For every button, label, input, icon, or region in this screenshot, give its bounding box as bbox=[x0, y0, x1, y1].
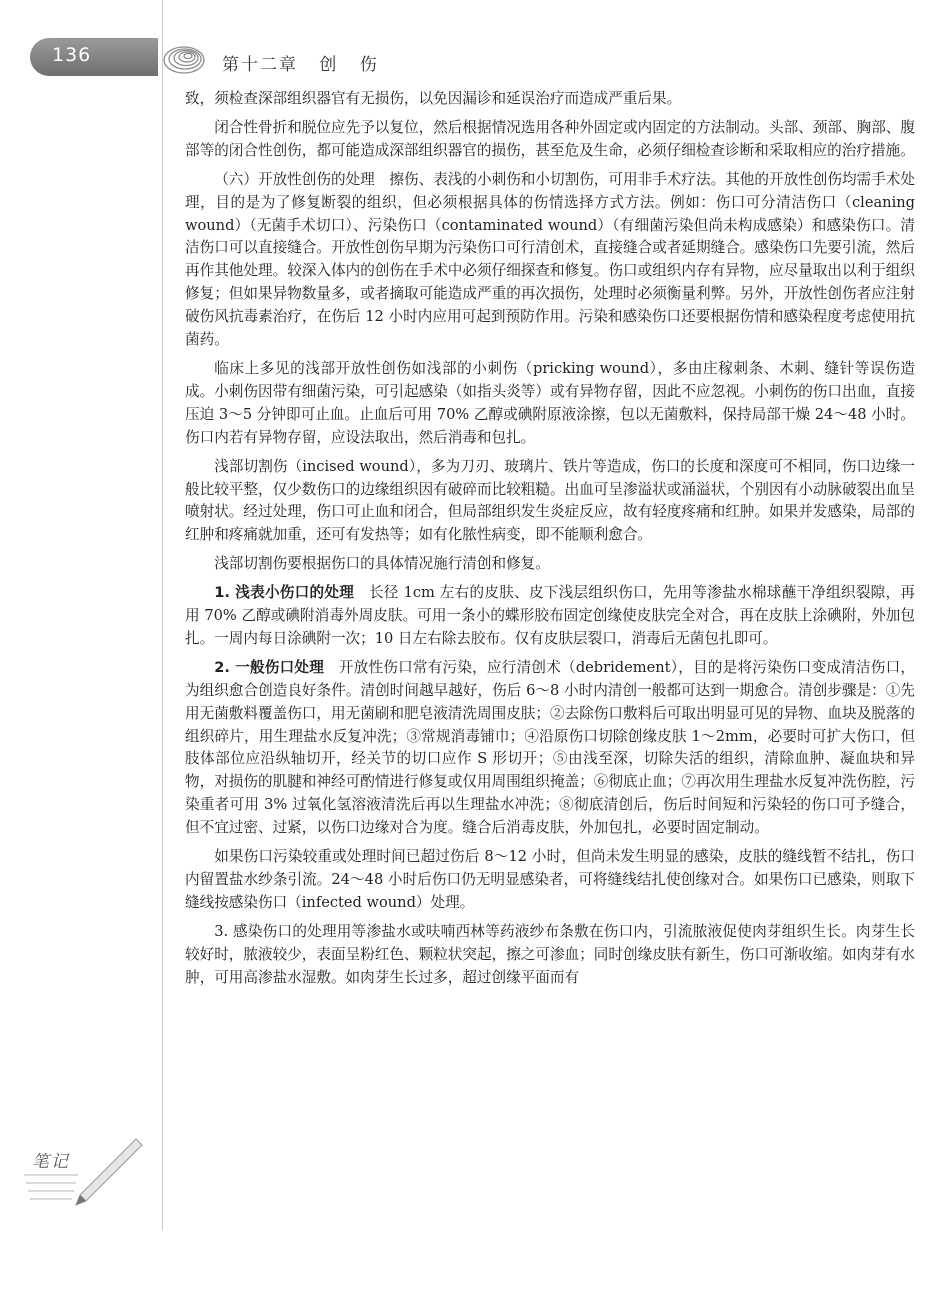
page-number-badge bbox=[30, 38, 158, 76]
paragraph-text: 擦伤、表浅的小刺伤和小切割伤，可用非手术疗法。其他的开放性创伤均需手术处理，目的是为了修复断裂的组织，但必须根据具体的伤情选择方式方法。例如：伤口可分清洁伤口（cleaning wound）（无菌手术切口）、污染伤口（contaminated wound）（有细菌污染但尚未构成感染）和感染伤口。清洁伤口可以直接缝合。开放性创伤早期为污染伤口可行清创术，直接缝合或者延期缝合。感染伤口先要引流，然后再作其他处理。较深入体内的创伤在手术中必须仔细探查和修复。伤口或组织内存有异物，应尽量取出以利于组织修复；但如果异物数量多，或者摘取可能造成严重的再次损伤，处理时必须衡量利弊。另外，开放性创伤者应注射破伤风抗毒素治疗，在伤后 12 小时内应用可起到预防作用。污染和感染伤口还要根据伤情和感染程度考虑使用抗菌药。 bbox=[185, 170, 915, 349]
swirl-decoration-icon bbox=[160, 30, 214, 84]
paragraph: 浅部切割伤要根据伤口的具体情况施行清创和修复。 bbox=[214, 555, 550, 573]
page-number: 136 bbox=[52, 44, 92, 66]
notes-label: 笔记 bbox=[32, 1152, 70, 1172]
paragraph: 如果伤口污染较重或处理时间已超过伤后 8～12 小时，但尚未发生明显的感染，皮肤的缝线暂不结扎，伤口内留置盐水纱条引流。24～48 小时后伤口仍无明显感染者，可将缝线结扎使创缘对合。如果伤口已感染，则取下缝线按感染伤口（infected wound）处理。 bbox=[185, 848, 915, 911]
subsection-heading: 2. 一般伤口处理 bbox=[214, 658, 325, 676]
paragraph: 致，须检查深部组织器官有无损伤，以免因漏诊和延误治疗而造成严重后果。 bbox=[185, 90, 682, 107]
paragraph bbox=[185, 582, 915, 651]
paragraph: 3. 感染伤口的处理用等渗盐水或呋喃西林等药液纱布条敷在伤口内，引流脓液促使肉芽组织生长。肉芽生长较好时，脓液较少，表面呈粉红色、颗粒状突起，擦之可渗血；同时创缘皮肤有新生，伤口可渐收缩。如肉芽有水肿，可用高渗盐水湿敷。如肉芽生长过多，超过创缘平面而有 bbox=[185, 922, 915, 986]
paragraph bbox=[185, 169, 915, 352]
paragraph: 闭合性骨折和脱位应先予以复位，然后根据情况选用各种外固定或内固定的方法制动。头部、颈部、胸部、腹部等的闭合性创伤，都可能造成深部组织器官的损伤，甚至危及生命，必须仔细检查诊断和采取相应的治疗措施。 bbox=[185, 118, 915, 159]
margin-divider bbox=[162, 0, 163, 1230]
body-text bbox=[185, 88, 915, 996]
paragraph-text: 长径 1cm 左右的皮肤、皮下浅层组织伤口，先用等渗盐水棉球蘸干净组织裂隙，再用 70% 乙醇或碘附消毒外周皮肤。可用一条小的蝶形胶布固定创缘使皮肤完全对合，再在皮肤上涂碘附，外加包扎。一周内每日涂碘附一次；10 日左右除去胶布。仅有皮肤层裂口，消毒后无菌包扎即可。 bbox=[185, 584, 915, 647]
section-heading: （六）开放性创伤的处理 bbox=[214, 170, 375, 188]
chapter-title: 第十二章 创 伤 bbox=[222, 55, 379, 75]
subsection-heading: 1. 浅表小伤口的处理 bbox=[214, 584, 355, 602]
paragraph bbox=[185, 657, 915, 840]
paragraph: 浅部切割伤（incised wound），多为刀刃、玻璃片、铁片等造成，伤口的长度和深度可不相同，伤口边缘一般比较平整，仅少数伤口的边缘组织因有破碎而比较粗糙。出血可呈渗溢状或涌溢状，个别因有小动脉破裂出血呈喷射状。经过处理，伤口可止血和闭合，但局部组织发生炎症反应，故有轻度疼痛和红肿。如果并发感染，局部的红肿和疼痛就加重，还可有发热等；如有化脓性病变，即不能顺利愈合。 bbox=[185, 457, 915, 544]
paragraph-text: 开放性伤口常有污染，应行清创术（debridement），目的是将污染伤口变成清洁伤口，为组织愈合创造良好条件。清创时间越早越好，伤后 6～8 小时内清创一般都可达到一期愈合。清创步骤是：①先用无菌敷料覆盖伤口，用无菌刷和肥皂液清洗周围皮肤；②去除伤口敷料后可取出明显可见的异物、血块及脱落的组织碎片，用生理盐水反复冲洗；③常规消毒铺巾；④沿原伤口切除创缘皮肤 1～2mm，必要时可扩大伤口，但肢体部位应沿纵轴切开，经关节的切口应作 S 形切开；⑤由浅至深，切除失活的组织，清除血肿、凝血块和异物，对损伤的肌腱和神经可酌情进行修复或仅用周围组织掩盖；⑥彻底止血；⑦再次用生理盐水反复冲洗伤腔，污染重者可用 3% 过氧化氢溶液清洗后再以生理盐水冲洗；⑧彻底清创后，伤后时间短和污染轻的伤口可予缝合，但不宜过密、过紧，以伤口边缘对合为度。缝合后消毒皮肤，外加包扎，必要时固定制动。 bbox=[185, 658, 915, 837]
paragraph: 临床上多见的浅部开放性创伤如浅部的小刺伤（pricking wound），多由庄稼刺条、木刺、缝针等误伤造成。小刺伤因带有细菌污染，可引起感染（如指头炎等）或有异物存留，因此不应忽视。小刺伤的伤口出血，直接压迫 3～5 分钟即可止血。止血后可用 70% 乙醇或碘附原液涂擦，包以无菌敷料，保持局部干燥 24～48 小时。伤口内若有异物存留，应设法取出，然后消毒和包扎。 bbox=[185, 359, 915, 446]
